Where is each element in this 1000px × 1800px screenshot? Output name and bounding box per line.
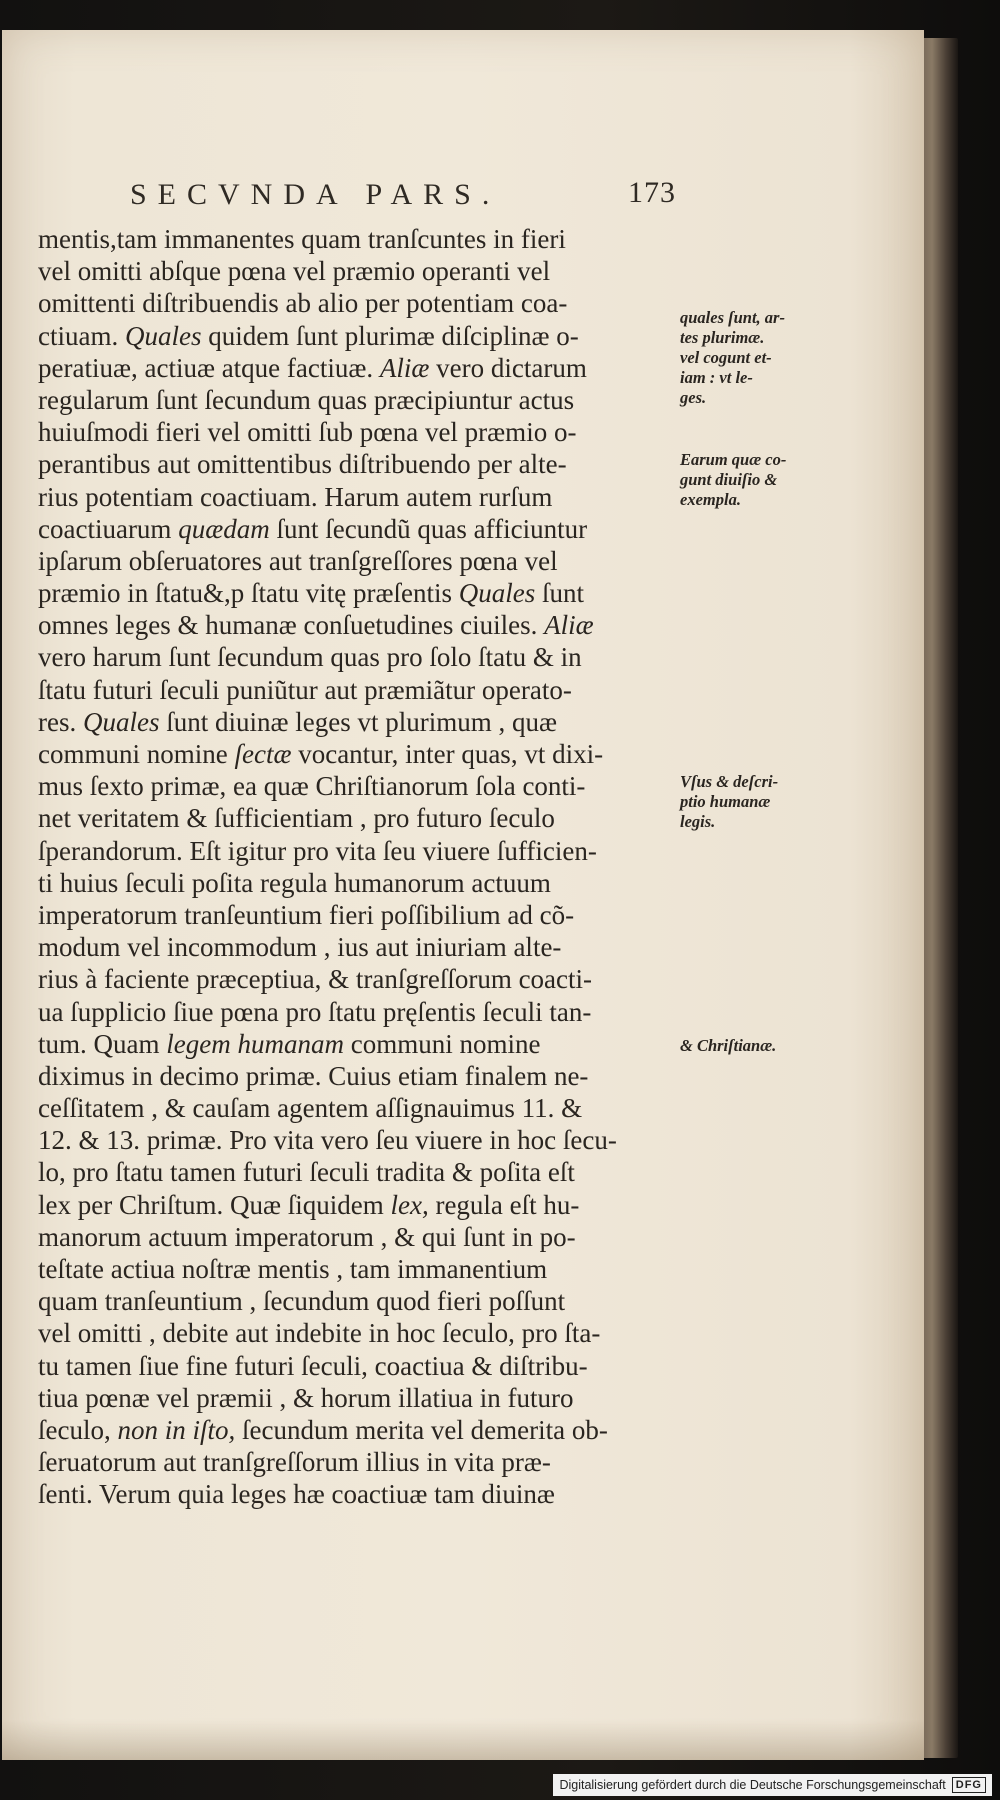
margin-note-line: legis.: [680, 812, 716, 831]
text-segment: diximus in decimo primæ. Cuius etiam finalem ne-: [38, 1060, 589, 1091]
italic-text: Quales: [458, 578, 536, 609]
text-line: [38, 1478, 678, 1510]
text-line: [38, 609, 678, 641]
text-line: [38, 931, 678, 963]
text-segment: ctiuam.: [38, 320, 125, 351]
text-segment: ti huius ſeculi poſita regula humanorum actuum: [38, 867, 551, 898]
text-line: [38, 996, 678, 1028]
italic-text: non in iſto,: [117, 1414, 236, 1445]
text-segment: omittenti diſtribuendis ab alio per potentiam coa-: [38, 288, 568, 319]
margin-note-line: ges.: [680, 388, 707, 407]
text-line: [38, 963, 678, 995]
italic-text: Quales: [124, 320, 202, 351]
text-segment: rius à faciente præceptiua, & tranſgreſſorum coacti-: [38, 964, 593, 995]
text-line: [38, 1317, 678, 1349]
text-segment: res.: [38, 706, 83, 737]
text-segment: ſeruatorum aut tranſgreſſorum illius in vita præ-: [38, 1447, 551, 1478]
text-segment: mus ſexto primæ, ea quæ Chriſtianorum ſola conti-: [38, 771, 586, 802]
margin-note-line: Earum quæ co-: [680, 450, 787, 469]
text-line: [38, 1124, 678, 1156]
text-segment: ſunt: [535, 578, 584, 609]
text-segment: communi nomine: [343, 1028, 541, 1059]
text-segment: 12. & 13. primæ. Pro vita vero ſeu viuere in hoc ſecu-: [38, 1125, 617, 1156]
text-segment: quam tranſeuntium , ſecundum quod fieri poſſunt: [38, 1286, 566, 1317]
text-segment: ſunt ſecundũ quas afficiuntur: [269, 513, 588, 544]
text-line: [38, 899, 678, 931]
text-segment: ſperandorum. Eſt igitur pro vita ſeu viuere ſufficien-: [38, 835, 597, 866]
margin-note-line: & Chriſtianæ.: [680, 1036, 777, 1055]
text-segment: perantibus aut omittentibus diſtribuendo per alte-: [38, 449, 567, 480]
text-segment: coactiuarum: [38, 513, 179, 544]
text-line: [38, 867, 678, 899]
margin-note-line: exempla.: [680, 490, 741, 509]
footer-credit: Digitalisierung gefördert durch die Deutsche Forschungsgemeinschaft: [559, 1778, 946, 1792]
page-number: 173: [628, 176, 676, 209]
text-segment: communi nomine: [38, 739, 235, 769]
italic-text: quædam: [178, 513, 270, 544]
text-segment: manorum actuum imperatorum , & qui ſunt in po-: [38, 1221, 576, 1252]
text-line: [38, 352, 678, 384]
italic-text: Quales: [82, 706, 160, 737]
margin-note-line: ptio humanæ: [680, 792, 771, 811]
margin-note-line: quales ſunt, ar-: [680, 308, 785, 327]
text-line: [38, 1350, 678, 1382]
italic-text: legem humanam: [166, 1028, 344, 1059]
italic-text: Aliæ: [379, 352, 430, 383]
text-line: [38, 513, 678, 545]
italic-text: lex,: [390, 1189, 429, 1220]
text-line: [38, 770, 678, 802]
text-segment: ſunt diuinæ leges vt plurimum , quæ: [159, 706, 557, 737]
text-segment: ſtatu futuri ſeculi puniũtur aut præmiãtur operato-: [38, 674, 572, 705]
margin-note-line: vel cogunt et-: [680, 348, 772, 367]
text-segment: regularum ſunt ſecundum quas præcipiuntur actus: [38, 384, 575, 415]
body-text: [38, 223, 678, 1511]
text-segment: huiuſmodi fieri vel omitti ſub pœna vel præmio o-: [38, 417, 577, 448]
text-line: [38, 1060, 678, 1092]
italic-text: ſectæ: [234, 739, 292, 769]
text-line: [38, 1028, 678, 1060]
text-line: [38, 706, 678, 738]
margin-note-line: Vſus & deſcri-: [680, 772, 779, 791]
margin-note-line: tes plurimæ.: [680, 328, 765, 347]
margin-note-christiana: [680, 1036, 828, 1056]
text-line: [38, 1156, 678, 1188]
margin-note-lex-humana: [680, 772, 828, 832]
text-segment: net veritatem & ſufficientiam , pro futuro ſeculo: [38, 803, 555, 834]
text-segment: rius potentiam coactiuam. Harum autem rurſum: [38, 481, 553, 512]
text-line: [38, 674, 678, 706]
text-segment: vero harum ſunt ſecundum quas pro ſolo ſtatu & in: [38, 642, 582, 673]
running-header: SECVNDA PARS.: [130, 178, 501, 211]
page-edge: [918, 38, 958, 1758]
text-segment: vero dictarum: [429, 352, 587, 383]
margin-note-artes: [680, 308, 828, 408]
text-line: [38, 738, 678, 770]
text-line: [38, 1221, 678, 1253]
text-segment: regula eſt hu-: [428, 1189, 580, 1220]
text-segment: ſeculo,: [38, 1414, 118, 1445]
text-line: [38, 255, 678, 287]
text-segment: ipſarum obſeruatores aut tranſgreſſores pœna vel: [38, 545, 558, 576]
text-line: [38, 1285, 678, 1317]
text-line: [38, 448, 678, 480]
text-segment: vel omitti , debite aut indebite in hoc ſeculo, pro ſta-: [38, 1318, 601, 1349]
text-line: [38, 1382, 678, 1414]
text-segment: omnes leges & humanæ conſuetudines ciuiles.: [38, 610, 545, 641]
margin-note-line: iam : vt le-: [680, 368, 753, 387]
text-segment: imperatorum tranſeuntium fieri poſſibilium ad cõ-: [38, 899, 575, 930]
text-segment: lo, pro ſtatu tamen futuri ſeculi tradita & poſita eſt: [38, 1157, 575, 1188]
text-segment: ua ſupplicio ſiue pœna pro ſtatu pręſentis ſeculi tan-: [38, 996, 592, 1027]
text-line: [38, 577, 678, 609]
text-segment: teſtate actiua noſtræ mentis , tam immanentium: [38, 1254, 548, 1284]
dfg-logo: DFG: [952, 1777, 986, 1793]
text-line: [38, 1414, 678, 1446]
text-line: [38, 1189, 678, 1221]
text-line: [38, 545, 678, 577]
text-segment: modum vel incommodum , ius aut iniuriam alte-: [38, 932, 562, 963]
text-line: [38, 641, 678, 673]
text-segment: tiua pœnæ vel præmii , & horum illatiua in futuro: [38, 1382, 574, 1413]
text-line: [38, 1253, 678, 1285]
text-segment: ſecundum merita vel demerita ob-: [235, 1414, 608, 1445]
text-segment: præmio in ſtatu&,p ſtatu vitę præſentis: [38, 578, 459, 609]
text-segment: lex per Chriſtum. Quæ ſiquidem: [38, 1189, 391, 1220]
text-line: [38, 481, 678, 513]
text-line: [38, 802, 678, 834]
text-line: [38, 320, 678, 352]
text-segment: peratiuæ, actiuæ atque factiuæ.: [38, 352, 380, 383]
text-segment: vocantur, inter quas, vt dixi-: [291, 739, 604, 769]
text-segment: quidem ſunt plurimæ diſciplinæ o-: [201, 320, 579, 351]
text-segment: mentis,tam immanentes quam tranſcuntes in fieri: [38, 224, 566, 254]
text-line: [38, 1092, 678, 1124]
digitization-footer: [553, 1774, 992, 1796]
text-segment: vel omitti abſque pœna vel præmio operanti vel: [38, 256, 551, 287]
text-line: [38, 835, 678, 867]
text-segment: tum. Quam: [38, 1028, 167, 1059]
italic-text: Aliæ: [544, 610, 594, 641]
margin-note-line: gunt diuiſio &: [680, 470, 778, 489]
text-line: [38, 384, 678, 416]
text-line: [38, 1446, 678, 1478]
book-page: [2, 30, 924, 1760]
text-segment: ceſſitatem , & cauſam agentem aſſignauimus 11. &: [38, 1093, 583, 1124]
text-line: [38, 223, 678, 255]
text-line: [38, 287, 678, 319]
margin-note-divisio: [680, 450, 828, 510]
text-segment: ſenti. Verum quia leges hæ coactiuæ tam diuinæ: [38, 1479, 555, 1510]
text-line: [38, 416, 678, 448]
text-segment: tu tamen ſiue fine futuri ſeculi, coactiua & diſtribu-: [38, 1350, 588, 1381]
